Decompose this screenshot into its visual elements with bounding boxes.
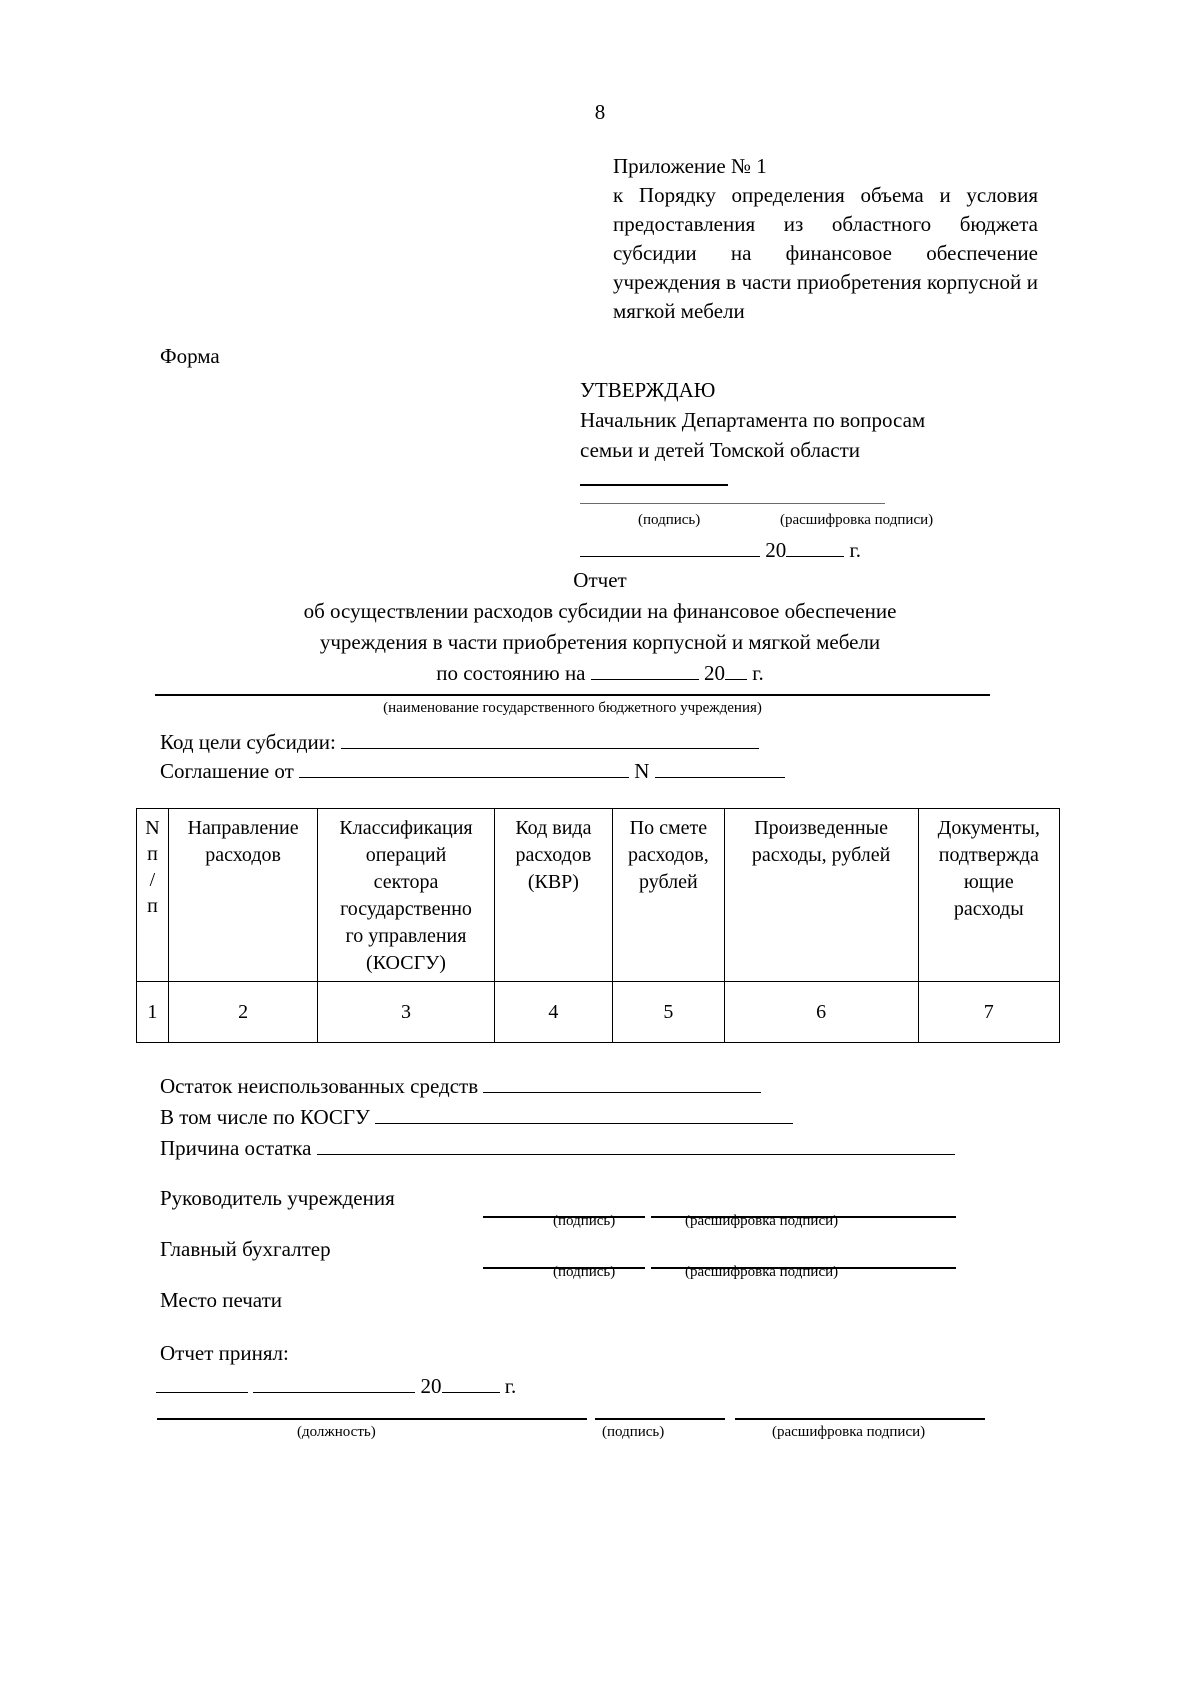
agreement-number-input[interactable] (655, 758, 785, 778)
appendix-block (613, 152, 1038, 326)
header-line: ющие (963, 871, 1014, 893)
column-number-cell: 1 (137, 982, 169, 1043)
approval-year-blank[interactable] (786, 537, 844, 557)
report-date-year: 20 (704, 661, 726, 685)
table-header-row (137, 809, 1060, 982)
header-line: (КВР) (527, 871, 579, 893)
accepted-signature-rule[interactable] (595, 1418, 725, 1420)
header-line: подтвержда (938, 844, 1039, 866)
accepted-month-blank[interactable] (253, 1373, 415, 1393)
header-line: По смете (629, 817, 708, 839)
report-year-blank[interactable] (725, 660, 747, 680)
header-char-slash: / (149, 869, 156, 891)
header-line: сектора (373, 871, 439, 893)
approval-signature-rule (580, 503, 885, 504)
header-line: расходов (205, 844, 281, 866)
column-number-cell: 3 (318, 982, 494, 1043)
header-line: го управления (345, 925, 467, 947)
approval-date-suffix: г. (849, 538, 861, 562)
approval-signature-captions (580, 505, 1000, 527)
caption-decode: (расшифровка подписи) (685, 1213, 839, 1229)
approval-position-line-2: семьи и детей Томской области (580, 438, 861, 462)
report-date-prefix: по состоянию на (436, 661, 586, 685)
seal-place-label: Место печати (160, 1288, 283, 1312)
table-header-kosgu (318, 809, 494, 982)
expenses-table (136, 808, 1060, 1043)
kosgu-breakdown-input[interactable] (375, 1104, 793, 1124)
accepted-decode-rule[interactable] (735, 1418, 985, 1420)
approval-block (580, 375, 1040, 565)
column-number-cell: 6 (724, 982, 918, 1043)
approval-date-year: 20 (765, 538, 787, 562)
head-signature-label: Руководитель учреждения (160, 1186, 395, 1210)
kosgu-breakdown-label: В том числе по КОСГУ (160, 1105, 370, 1129)
caption-decode: (расшифровка подписи) (772, 1424, 926, 1440)
header-line: расходов (515, 844, 592, 866)
header-char-p1: п (147, 843, 158, 865)
accountant-signature-label: Главный бухгалтер (160, 1237, 331, 1261)
unused-funds-line (160, 1073, 761, 1099)
report-word: Отчет (573, 568, 627, 592)
report-line-1: об осуществлении расходов субсидии на финансовое обеспечение (303, 599, 897, 623)
accepted-signature-captions (157, 1424, 987, 1446)
column-number-cell: 2 (168, 982, 318, 1043)
caption-position: (должность) (297, 1424, 376, 1440)
report-date-suffix: г. (752, 661, 764, 685)
accepted-date-suffix: г. (504, 1374, 517, 1398)
agreement-label: Соглашение от (160, 759, 294, 783)
column-number-cell: 4 (494, 982, 612, 1043)
subsidy-code-input[interactable] (341, 729, 759, 749)
accepted-day-blank[interactable] (156, 1373, 248, 1393)
institution-name-caption: (наименование государственного бюджетного учреждения) (383, 700, 762, 716)
accepted-year-prefix: 20 (420, 1374, 442, 1398)
approval-word: УТВЕРЖДАЮ (580, 378, 716, 402)
header-line: Произведенные (754, 817, 888, 839)
header-line: рублей (639, 871, 698, 893)
institution-name-rule[interactable] (155, 694, 990, 696)
header-line: государственно (340, 898, 472, 920)
header-line: расходы, рублей (751, 844, 891, 866)
approval-date-row (580, 535, 1040, 565)
report-accepted-date-row (156, 1373, 516, 1399)
column-number-cell: 7 (918, 982, 1059, 1043)
table-header-direction (168, 809, 318, 982)
table-row (137, 982, 1060, 1043)
header-line: Код вида (515, 817, 592, 839)
unused-funds-label: Остаток неиспользованных средств (160, 1074, 479, 1098)
header-char-n: N (145, 817, 160, 839)
caption-decode: (расшифровка подписи) (685, 1264, 839, 1280)
table-header-estimate (613, 809, 724, 982)
header-char-p2: п (147, 895, 158, 917)
caption-decode: (расшифровка подписи) (780, 512, 934, 528)
subsidy-code-label: Код цели субсидии: (160, 730, 336, 754)
kosgu-breakdown-line (160, 1104, 793, 1130)
unused-funds-input[interactable] (483, 1073, 761, 1093)
accepted-position-rule[interactable] (157, 1418, 587, 1420)
table-header-documents (918, 809, 1059, 982)
agreement-number-label: N (634, 759, 650, 783)
approval-position-line-1: Начальник Департамента по вопросам (580, 408, 926, 432)
header-line: расходы (953, 898, 1024, 920)
residual-reason-input[interactable] (317, 1135, 955, 1155)
appendix-title: Приложение № 1 (613, 154, 767, 178)
form-label: Форма (160, 344, 220, 368)
accepted-signature-rules (157, 1418, 987, 1420)
header-line: Документы, (937, 817, 1040, 839)
report-line-3 (150, 658, 1050, 689)
approval-name-rule (580, 484, 728, 486)
table-header-kvr (494, 809, 612, 982)
page-number: 8 (594, 100, 606, 124)
header-line: расходов, (627, 844, 709, 866)
caption-signature: (подпись) (553, 1213, 616, 1229)
table-header-actual (724, 809, 918, 982)
header-line: Классификация (339, 817, 473, 839)
caption-signature: (подпись) (602, 1424, 665, 1440)
report-line-2: учреждения в части приобретения корпусной и мягкой мебели (319, 630, 881, 654)
header-line: операций (365, 844, 447, 866)
approval-date-blank[interactable] (580, 537, 760, 557)
accepted-year-blank[interactable] (442, 1373, 500, 1393)
header-line: (КОСГУ) (366, 952, 446, 974)
residual-reason-line (160, 1135, 955, 1161)
report-accepted-label: Отчет принял: (160, 1341, 289, 1365)
report-title-block (150, 565, 1050, 689)
residual-reason-label: Причина остатка (160, 1136, 312, 1160)
header-line: Направление (187, 817, 299, 839)
agreement-date-input[interactable] (299, 758, 629, 778)
table-header-np (137, 809, 169, 982)
column-number-cell: 5 (613, 982, 724, 1043)
agreement-line (160, 758, 785, 784)
caption-signature: (подпись) (553, 1264, 616, 1280)
caption-signature: (подпись) (638, 512, 701, 528)
report-date-blank[interactable] (591, 660, 699, 680)
subsidy-code-line (160, 729, 759, 755)
appendix-body: к Порядку определения объема и условия предоставления из областного бюджета субсидии на финансовое обеспечение учреждения в части приобретения корпусной и мягкой мебели (613, 183, 1038, 323)
